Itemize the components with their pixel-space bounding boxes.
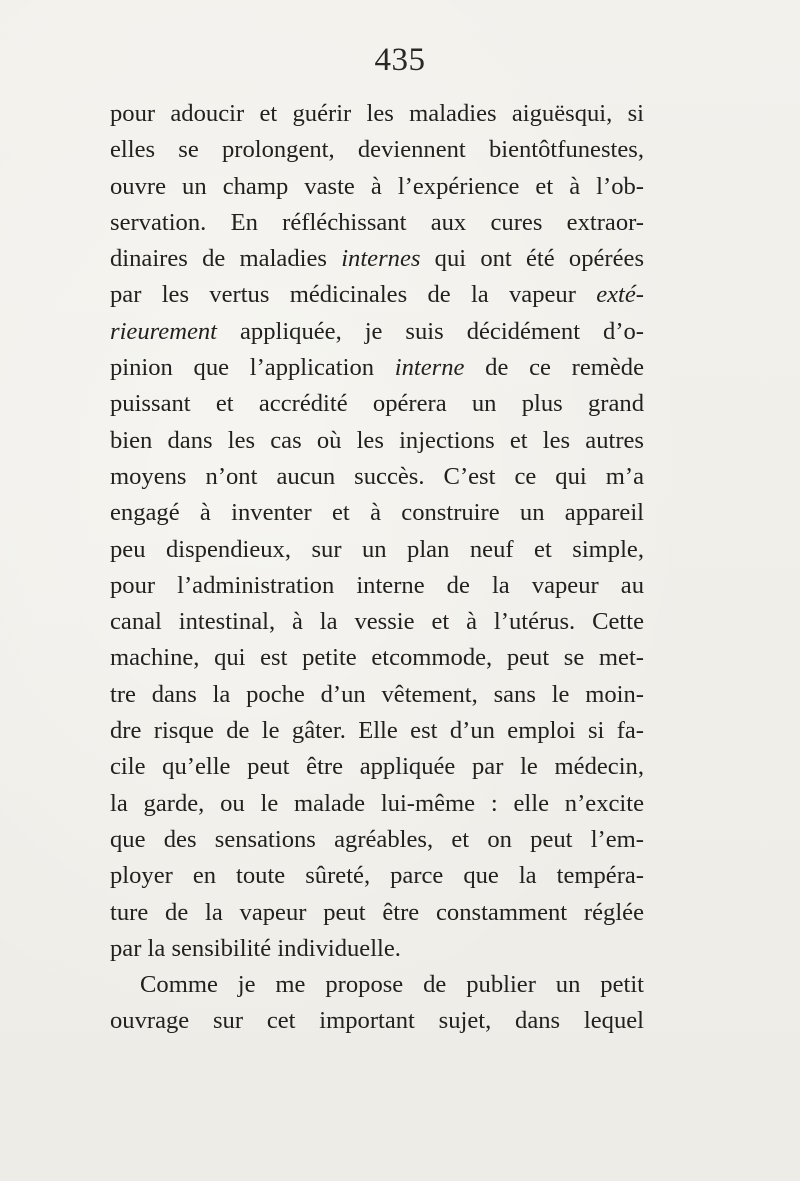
text-segment: dinaires de maladies (110, 245, 342, 273)
text-segment: cile qu’elle peut être appliquée par le médecin, (110, 753, 644, 781)
text-segment: appliquée, je suis décidément d’o- (217, 317, 644, 345)
text-segment: ture de la vapeur peut être constamment réglée (110, 898, 644, 926)
text-segment: ployer en toute sûreté, parce que la tempéra- (110, 862, 644, 890)
text-line (110, 931, 644, 967)
body-text (110, 96, 644, 1040)
text-segment: servation. En réfléchissant aux cures extraor- (110, 208, 644, 236)
text-segment: canal intestinal, à la vessie et à l’utérus. Cette (110, 608, 644, 636)
text-segment: pinion que l’application (110, 354, 395, 382)
text-line (110, 1003, 644, 1039)
text-segment: bien dans les cas où les injections et les autres (110, 426, 644, 454)
text-line (110, 132, 644, 168)
text-line (110, 822, 644, 858)
text-segment: dre risque de le gâter. Elle est d’un emploi si fa- (110, 717, 644, 745)
italic-text: interne (394, 354, 465, 382)
text-line (110, 314, 644, 350)
text-line (110, 423, 644, 459)
text-segment: qui ont été opérées (420, 245, 645, 273)
text-segment: de ce remède (464, 354, 644, 382)
text-segment: pour l’administration interne de la vapeur au (110, 571, 644, 599)
text-segment: machine, qui est petite etcommode, peut se met- (110, 644, 644, 672)
italic-text: internes (341, 245, 421, 273)
text-line (110, 858, 644, 894)
text-line (110, 169, 644, 205)
text-segment: que des sensations agréables, et on peut l’em- (110, 825, 644, 853)
text-segment: ouvre un champ vaste à l’expérience et à l’ob- (110, 172, 644, 200)
text-line (110, 96, 644, 132)
text-line (110, 277, 644, 313)
text-line (110, 495, 644, 531)
text-line (110, 786, 644, 822)
text-segment: Comme je me propose de publier un petit (140, 971, 644, 999)
text-line (110, 967, 644, 1003)
text-segment: par les vertus médicinales de la vapeur (110, 281, 597, 309)
text-line (110, 640, 644, 676)
text-segment: elles se prolongent, deviennent bientôtfunestes, (110, 136, 644, 164)
text-segment: tre dans la poche d’un vêtement, sans le moin- (110, 680, 644, 708)
text-segment: moyens n’ont aucun succès. C’est ce qui m’a (110, 462, 644, 490)
text-line (110, 604, 644, 640)
text-segment: puissant et accrédité opérera un plus grand (110, 390, 644, 418)
text-line (110, 350, 644, 386)
text-line (110, 895, 644, 931)
text-segment: pour adoucir et guérir les maladies aiguësqui, si (110, 100, 644, 127)
text-line (110, 459, 644, 495)
text-line (110, 386, 644, 422)
text-line (110, 241, 644, 277)
italic-text: exté- (596, 281, 644, 309)
text-segment: engagé à inventer et à construire un appareil (110, 499, 644, 527)
text-line (110, 568, 644, 604)
text-line (110, 749, 644, 785)
text-line (110, 713, 644, 749)
text-segment: par la sensibilité individuelle. (110, 934, 401, 962)
text-segment: peu dispendieux, sur un plan neuf et simple, (110, 535, 644, 563)
text-segment: la garde, ou le malade lui-même : elle n’excite (110, 789, 644, 817)
text-line (110, 205, 644, 241)
page-number: 435 (374, 42, 426, 78)
text-segment: ouvrage sur cet important sujet, dans lequel (110, 1007, 644, 1035)
text-line (110, 677, 644, 713)
text-line (110, 532, 644, 568)
italic-text: rieurement (110, 317, 217, 345)
